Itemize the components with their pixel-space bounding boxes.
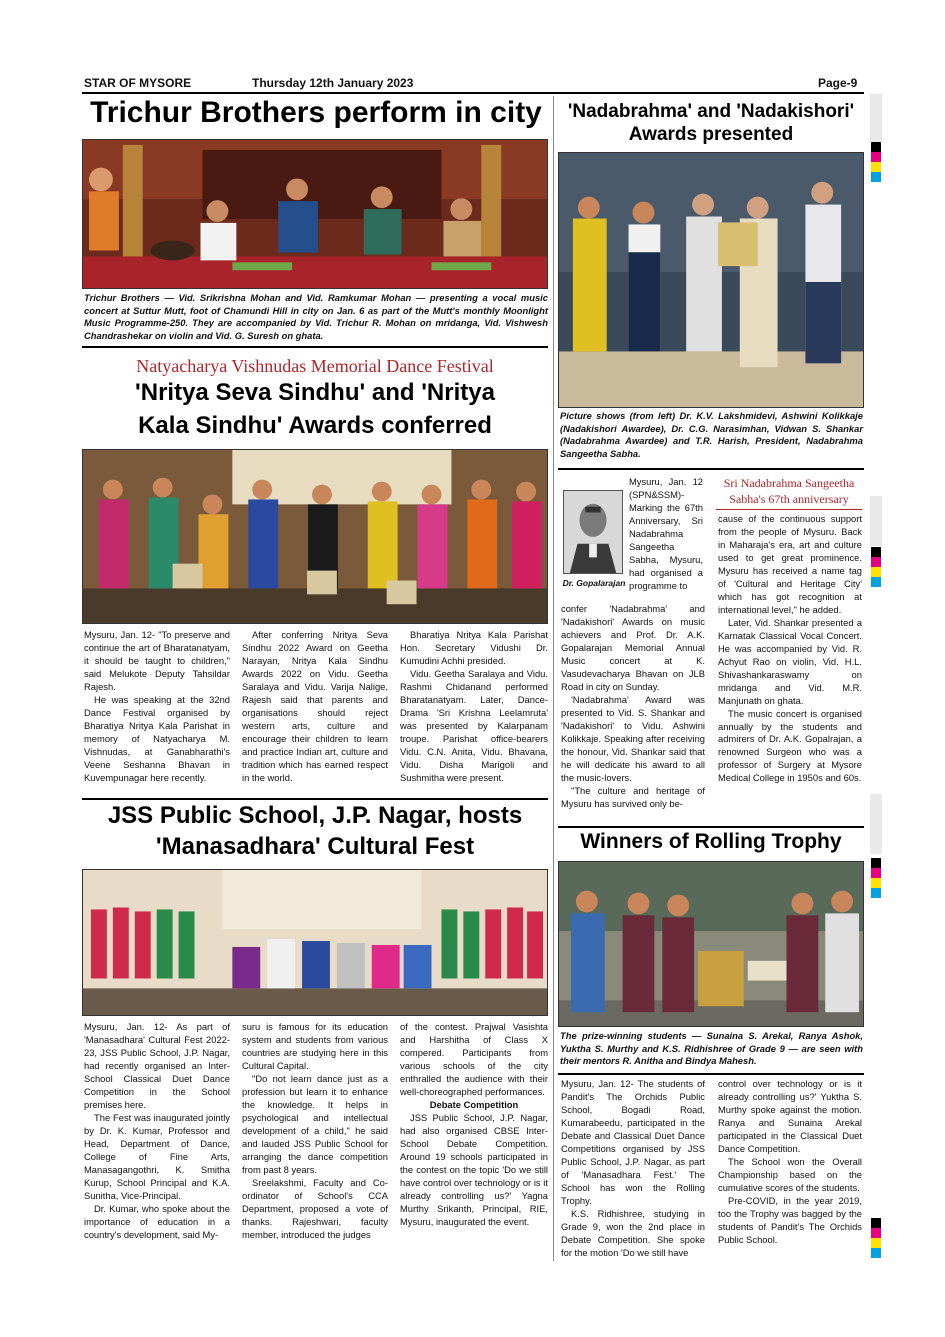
masthead-rule — [82, 92, 864, 94]
page-number: Page-9 — [818, 76, 858, 90]
trichur-caption: Trichur Brothers — Vid. Srikrishna Mohan and Vid. Ramkumar Mohan — presenting a vocal music concert at Suttur Mutt, foot of Chamundi Hill in city on Jan. 6 as part of the Mutt's monthly Moonlight Music Programme-250. They are accompanied by Vid. Trichur R. Mohan on mridanga, Vid. Vishwesh Chandrashekar on violin and Vid. G. Suresh on ghata. — [84, 292, 548, 342]
nritya-headline-line1: 'Nritya Seva Sindhu' and 'Nritya — [135, 379, 495, 406]
trichur-concert-photo — [82, 139, 548, 289]
paragraph: The Fest was inaugurated jointly by Dr. K. Kumar, Professor and Head, Department of Dance, College of Fine Arts, Manasagangothri, K. Smitha Kurup, School Principal and K.A. Sunitha, Vice-Principal. — [84, 1111, 230, 1201]
issue-date: Thursday 12th January 2023 — [252, 76, 414, 90]
rolling-caption: The prize-winning students — Sunaina S. Arekal, Ranya Ashok, Yuktha S. Murthy and K.S. Ridhishree of Grade 9 — are seen with their mentors R. Anitha and Bindya Mahesh. — [560, 1030, 863, 1067]
nritya-column-1 — [84, 629, 230, 785]
margin-bar-low — [870, 794, 882, 854]
paragraph: Mysuru, Jan. 12- "To preserve and continue the art of Bharatanatyam, it should be taught to children," said Melukote Deputy Tahsildar Rajesh. — [84, 629, 230, 692]
paragraph: Mysuru, Jan. 12 (SPN&SSM)- Marking the 67th Anniversary, Sri Nadabrahma Sangeetha Sabha, Mysuru, had organised a programme to — [629, 476, 703, 591]
paragraph: K.S. Ridhishree, studying in Grade 9, won the 2nd place in Debate Competition. She spoke for the motion 'Do we still have — [561, 1207, 705, 1258]
rolling-column-1 — [561, 1078, 705, 1260]
registration-black — [871, 1218, 881, 1228]
paragraph: Vidu. Geetha Saralaya and Vidu. Rashmi Chidanand performed Bharatanatyam. Later, Dance-Drama 'Sri Krishna Leelamruta' was presented by Kalarpanam troupe. Parishat office-bearers Vidu. C.N. Anita, Vidu. Bhavana, Vidu. Disha Marigoli and Sushmitha were present. — [400, 667, 548, 783]
section-rule — [82, 798, 548, 800]
subheading: Debate Competition — [429, 1098, 519, 1110]
section-rule — [82, 346, 548, 348]
registration-yellow — [871, 567, 881, 577]
rolling-trophy-photo — [558, 861, 864, 1027]
section-rule — [558, 468, 864, 470]
margin-bar-top — [870, 94, 882, 142]
nritya-column-3 — [400, 629, 548, 785]
registration-cyan — [871, 577, 881, 587]
paragraph: 'Nadabrahma' Award was presented to Vid. S. Shankar and 'Nadakishori' to Vidu. Ashwini Kolikkaje. Speaking after receiving the honour, Vid. Shankar said that he will dedicate his award to all the music-lovers. — [561, 693, 705, 783]
paragraph: "Do not learn dance just as a profession but learn it to enhance the knowledge. It helps in psychological and intellectual development of a child," he said and lauded JSS Public School for arranging the dance competition from past 8 years. — [242, 1072, 388, 1175]
paragraph: JSS Public School, J.P. Nagar, had also organised CBSE Inter-School Debate Competition. Around 19 schools participated in the contest on the topic 'Do we still have control over technology or is it already controlling us?' Yagna Murthy Srikanth, Principal, RIE, Mysuru, inaugurated the event. — [400, 1111, 548, 1227]
paragraph: Mysuru, Jan. 12- As part of 'Manasadhara' Cultural Fest 2022-23, JSS Public School, J.P. Nagar, had recently organised an Inter-School Classical Duet Dance Competition in the School premises here. — [84, 1021, 230, 1110]
trichur-headline: Trichur Brothers perform in city — [90, 96, 542, 129]
registration-cyan — [871, 172, 881, 182]
registration-yellow — [871, 878, 881, 888]
paragraph: cause of the continuous support from the people of Mysuru. Back in Maharaja's era, art and culture used to get great prominence. Mysuru has received a name tag of 'Cultural and Heritage City' which has got recognition at international level," he added. — [718, 513, 862, 615]
jss-headline-line1: JSS Public School, J.P. Nagar, hosts — [107, 802, 523, 829]
section-rule — [558, 1073, 864, 1075]
nritya-headline-line2: Kala Sindhu' Awards conferred — [138, 412, 492, 439]
registration-magenta — [871, 152, 881, 162]
paragraph: Pre-COVID, in the year 2019, too the Trophy was bagged by the students of Pandit's The Orchids Public School. — [718, 1194, 862, 1245]
paragraph: Later, Vid. Shankar presented a Karnatak Classical Vocal Concert. He was accompanied by Vid. R. Achyut Rao on violin, Vid. H.L. Shivashankaraswamy on mridanga and Vid. M.R. Manjunath on ghata. — [718, 616, 862, 706]
nadabrahma-headline-line2: Awards presented — [628, 124, 794, 145]
rolling-headline: Winners of Rolling Trophy — [580, 830, 842, 853]
jss-column-2 — [242, 1021, 388, 1241]
paragraph: Sreelakshmi, Faculty and Co-ordinator of School's CCA Department, proposed a vote of thanks. Rajeshwari, faculty member, introduced the judges — [242, 1176, 388, 1240]
nritya-awards-photo — [82, 449, 548, 624]
jss-headline-line2: 'Manasadhara' Cultural Fest — [155, 833, 475, 860]
nritya-kicker: Natyacharya Vishnudas Memorial Dance Festival — [136, 356, 494, 376]
nritya-column-2 — [242, 629, 388, 785]
paragraph: suru is famous for its education system and students from various countries are studying here in this Cultural Capital. — [242, 1021, 388, 1071]
registration-yellow — [871, 162, 881, 172]
nadabrahma-narrow-column — [629, 476, 703, 593]
paragraph: Dr. Kumar, who spoke about the importance of education in a country's development, said My- — [84, 1202, 230, 1240]
paragraph: confer 'Nadabrahma' and 'Nadakishori' Awards on music achievers and Prof. Dr. A.K. Gopalarajan Memorial Annual Music concert at K. Vasudevacharya Bhavan on JLB Road in city on Sunday. — [561, 603, 705, 692]
paragraph: Bharatiya Nritya Kala Parishat Hon. Secretary Vidushi Dr. Kumudini Achhi presided. — [400, 629, 548, 666]
registration-black — [871, 142, 881, 152]
nadabrahma-headline-line1: 'Nadabrahma' and 'Nadakishori' — [567, 101, 855, 122]
nadabrahma-caption: Picture shows (from left) Dr. K.V. Lakshmidevi, Ashwini Kolikkaje (Nadakishori Awardee), Dr. C.G. Narasimhan, Vidwan S. Shankar (Nadabrahma Awardee) and T.R. Harish, President, Nadabrahma Sangeetha Sabha. — [560, 410, 863, 460]
rolling-column-2 — [718, 1078, 862, 1247]
registration-magenta — [871, 557, 881, 567]
section-rule — [558, 826, 864, 828]
paragraph: control over technology or is it already controlling us?' Yuktha S. Murthy spoke against the motion. Ranya and Sunaina Arekal participated in the Classical Duet Dance Competition. — [718, 1078, 862, 1154]
jss-fest-photo — [82, 869, 548, 1016]
paragraph: of the contest. Prajwal Vasishta and Harshitha of Class X compered. Participants from various schools of the city enthralled the audience with their well-choreographed performances. — [400, 1021, 548, 1097]
registration-black — [871, 547, 881, 557]
jss-column-1 — [84, 1021, 230, 1241]
paper-name: STAR OF MYSORE — [84, 76, 192, 90]
registration-cyan — [871, 1248, 881, 1258]
registration-black — [871, 858, 881, 868]
portrait-label: Dr. Gopalarajan — [562, 578, 626, 588]
nadabrahma-kicker: Sri Nadabrahma Sangeetha Sabha's 67th anniversary — [716, 476, 862, 510]
nadabrahma-column-1 — [561, 603, 705, 811]
paragraph: The School won the Overall Championship based on the cumulative scores of the students. — [718, 1155, 862, 1193]
paragraph: After conferring Nritya Seva Sindhu 2022 Award on Geetha Narayan, Nritya Kala Sindhu Awards 2022 on Vidu. Geetha Saralaya and Vidu. Varija Nalige, Rajesh said that parents and organisations should reject western arts, culture and encourage their children to learn and practice Indian art, culture and tradition which has earned respect in the world. — [242, 629, 388, 783]
nadabrahma-column-2 — [718, 513, 862, 785]
column-divider — [553, 96, 554, 1261]
registration-yellow — [871, 1238, 881, 1248]
paragraph: The music concert is organised annually by the students and admirers of Dr. A.K. Gopalrajan, a renowned Surgeon who was a professor of Surgery at Mysore Medical College in 1950s and 60s. — [718, 707, 862, 784]
jss-column-3 — [400, 1021, 548, 1229]
nadabrahma-awards-photo — [558, 152, 864, 408]
registration-cyan — [871, 888, 881, 898]
paragraph: Mysuru, Jan. 12- The students of Pandit's The Orchids Public School, Bogadi Road, Kumarabeedu, participated in the Debate and Classical Duet Dance Competitions organised by JSS Public School, J.P. Nagar, as part of 'Manasadhara Fest.' The School has won the Rolling Trophy. — [561, 1078, 705, 1206]
registration-magenta — [871, 868, 881, 878]
paragraph: He was speaking at the 32nd Dance Festival organised by Bharatiya Nritya Kala Parishat in memory of Natyacharya M. Vishnudas, at Ganabharathi's Veene Seshanna Bhavan in Kuvempunagar here recently. — [84, 693, 230, 783]
gopalarajan-portrait — [563, 490, 623, 574]
margin-bar-mid — [870, 496, 882, 546]
paragraph: "The culture and heritage of Mysuru has survived only be- — [561, 784, 705, 809]
registration-magenta — [871, 1228, 881, 1238]
